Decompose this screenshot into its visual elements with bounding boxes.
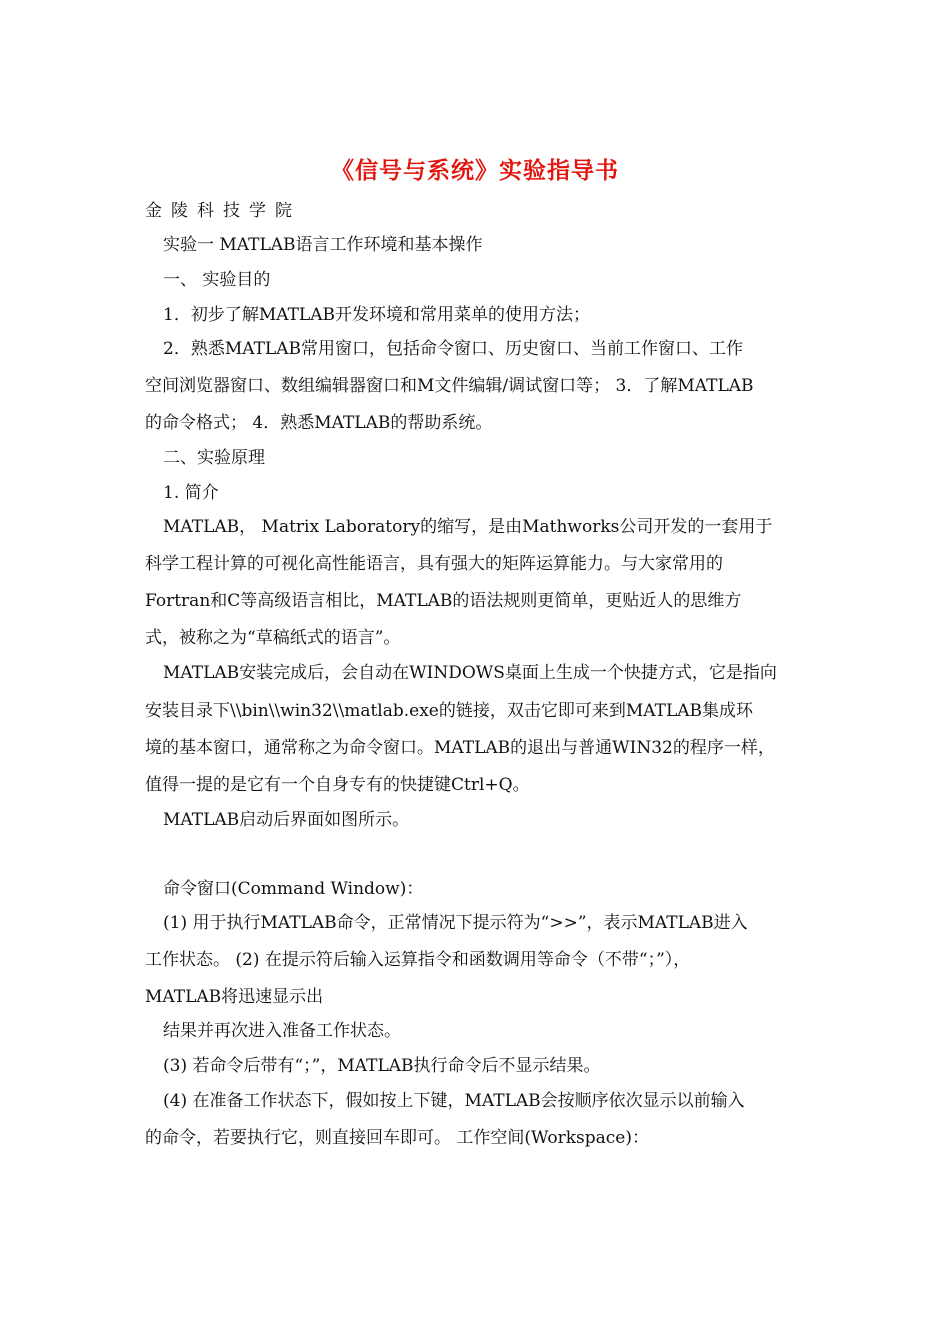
paragraph-line: 值得一提的是它有一个自身专有的快捷键Ctrl+Q。 <box>145 775 530 795</box>
paragraph-line: 工作状态。 (2) 在提示符后输入运算指令和函数调用等命令（不带“；”）， <box>145 950 691 970</box>
institution-name: 金陵科技学院 <box>145 201 301 221</box>
paragraph-line: 境的基本窗口，通常称之为命令窗口。MATLAB的退出与普通WIN32的程序一样， <box>145 738 775 758</box>
paragraph-line: 的命令，若要执行它，则直接回车即可。 工作空间(Workspace)： <box>145 1128 649 1148</box>
paragraph-line: 科学工程计算的可视化高性能语言，具有强大的矩阵运算能力。与大家常用的 <box>145 554 723 574</box>
paragraph-line: MATLAB安装完成后，会自动在WINDOWS桌面上生成一个快捷方式，它是指向 <box>163 663 777 683</box>
paragraph-line: Fortran和C等高级语言相比，MATLAB的语法规则更简单，更贴近人的思维方 <box>145 591 742 611</box>
subsection-heading-intro: 1. 简介 <box>163 483 219 503</box>
experiment-heading: 实验一 MATLAB语言工作环境和基本操作 <box>163 235 483 255</box>
paragraph-line: (3) 若命令后带有“；”，MATLAB执行命令后不显示结果。 <box>163 1056 601 1076</box>
paragraph-line: (1) 用于执行MATLAB命令，正常情况下提示符为“>>”，表示MATLAB进入 <box>163 913 748 933</box>
paragraph-line: 结果并再次进入准备工作状态。 <box>163 1021 401 1041</box>
command-window-heading: 命令窗口(Command Window)： <box>163 879 424 899</box>
paragraph-line: 式，被称之为“草稿纸式的语言”。 <box>145 628 401 648</box>
paragraph-line: MATLAB启动后界面如图所示。 <box>163 810 410 830</box>
objective-line: 2．熟悉MATLAB常用窗口，包括命令窗口、历史窗口、当前工作窗口、工作 <box>163 339 743 359</box>
paragraph-line: (4) 在准备工作状态下，假如按上下键，MATLAB会按顺序依次显示以前输入 <box>163 1091 745 1111</box>
paragraph-line: MATLAB， Matrix Laboratory的缩写，是由Mathworks公司开发的一套用于 <box>163 517 773 537</box>
section-heading-principle: 二、实验原理 <box>163 448 265 468</box>
objective-line: 1．初步了解MATLAB开发环境和常用菜单的使用方法； <box>163 305 590 325</box>
objective-line: 空间浏览器窗口、数组编辑器窗口和M文件编辑/调试窗口等； 3．了解MATLAB <box>145 376 754 396</box>
paragraph-line: MATLAB将迅速显示出 <box>145 987 324 1007</box>
section-heading-objectives: 一、 实验目的 <box>163 270 271 290</box>
objective-line: 的命令格式； 4．熟悉MATLAB的帮助系统。 <box>145 413 493 433</box>
document-title: 《信号与系统》实验指导书 <box>331 157 619 184</box>
paragraph-line: 安装目录下\\bin\\win32\\matlab.exe的链接，双击它即可来到MATLAB集成环 <box>145 701 754 721</box>
